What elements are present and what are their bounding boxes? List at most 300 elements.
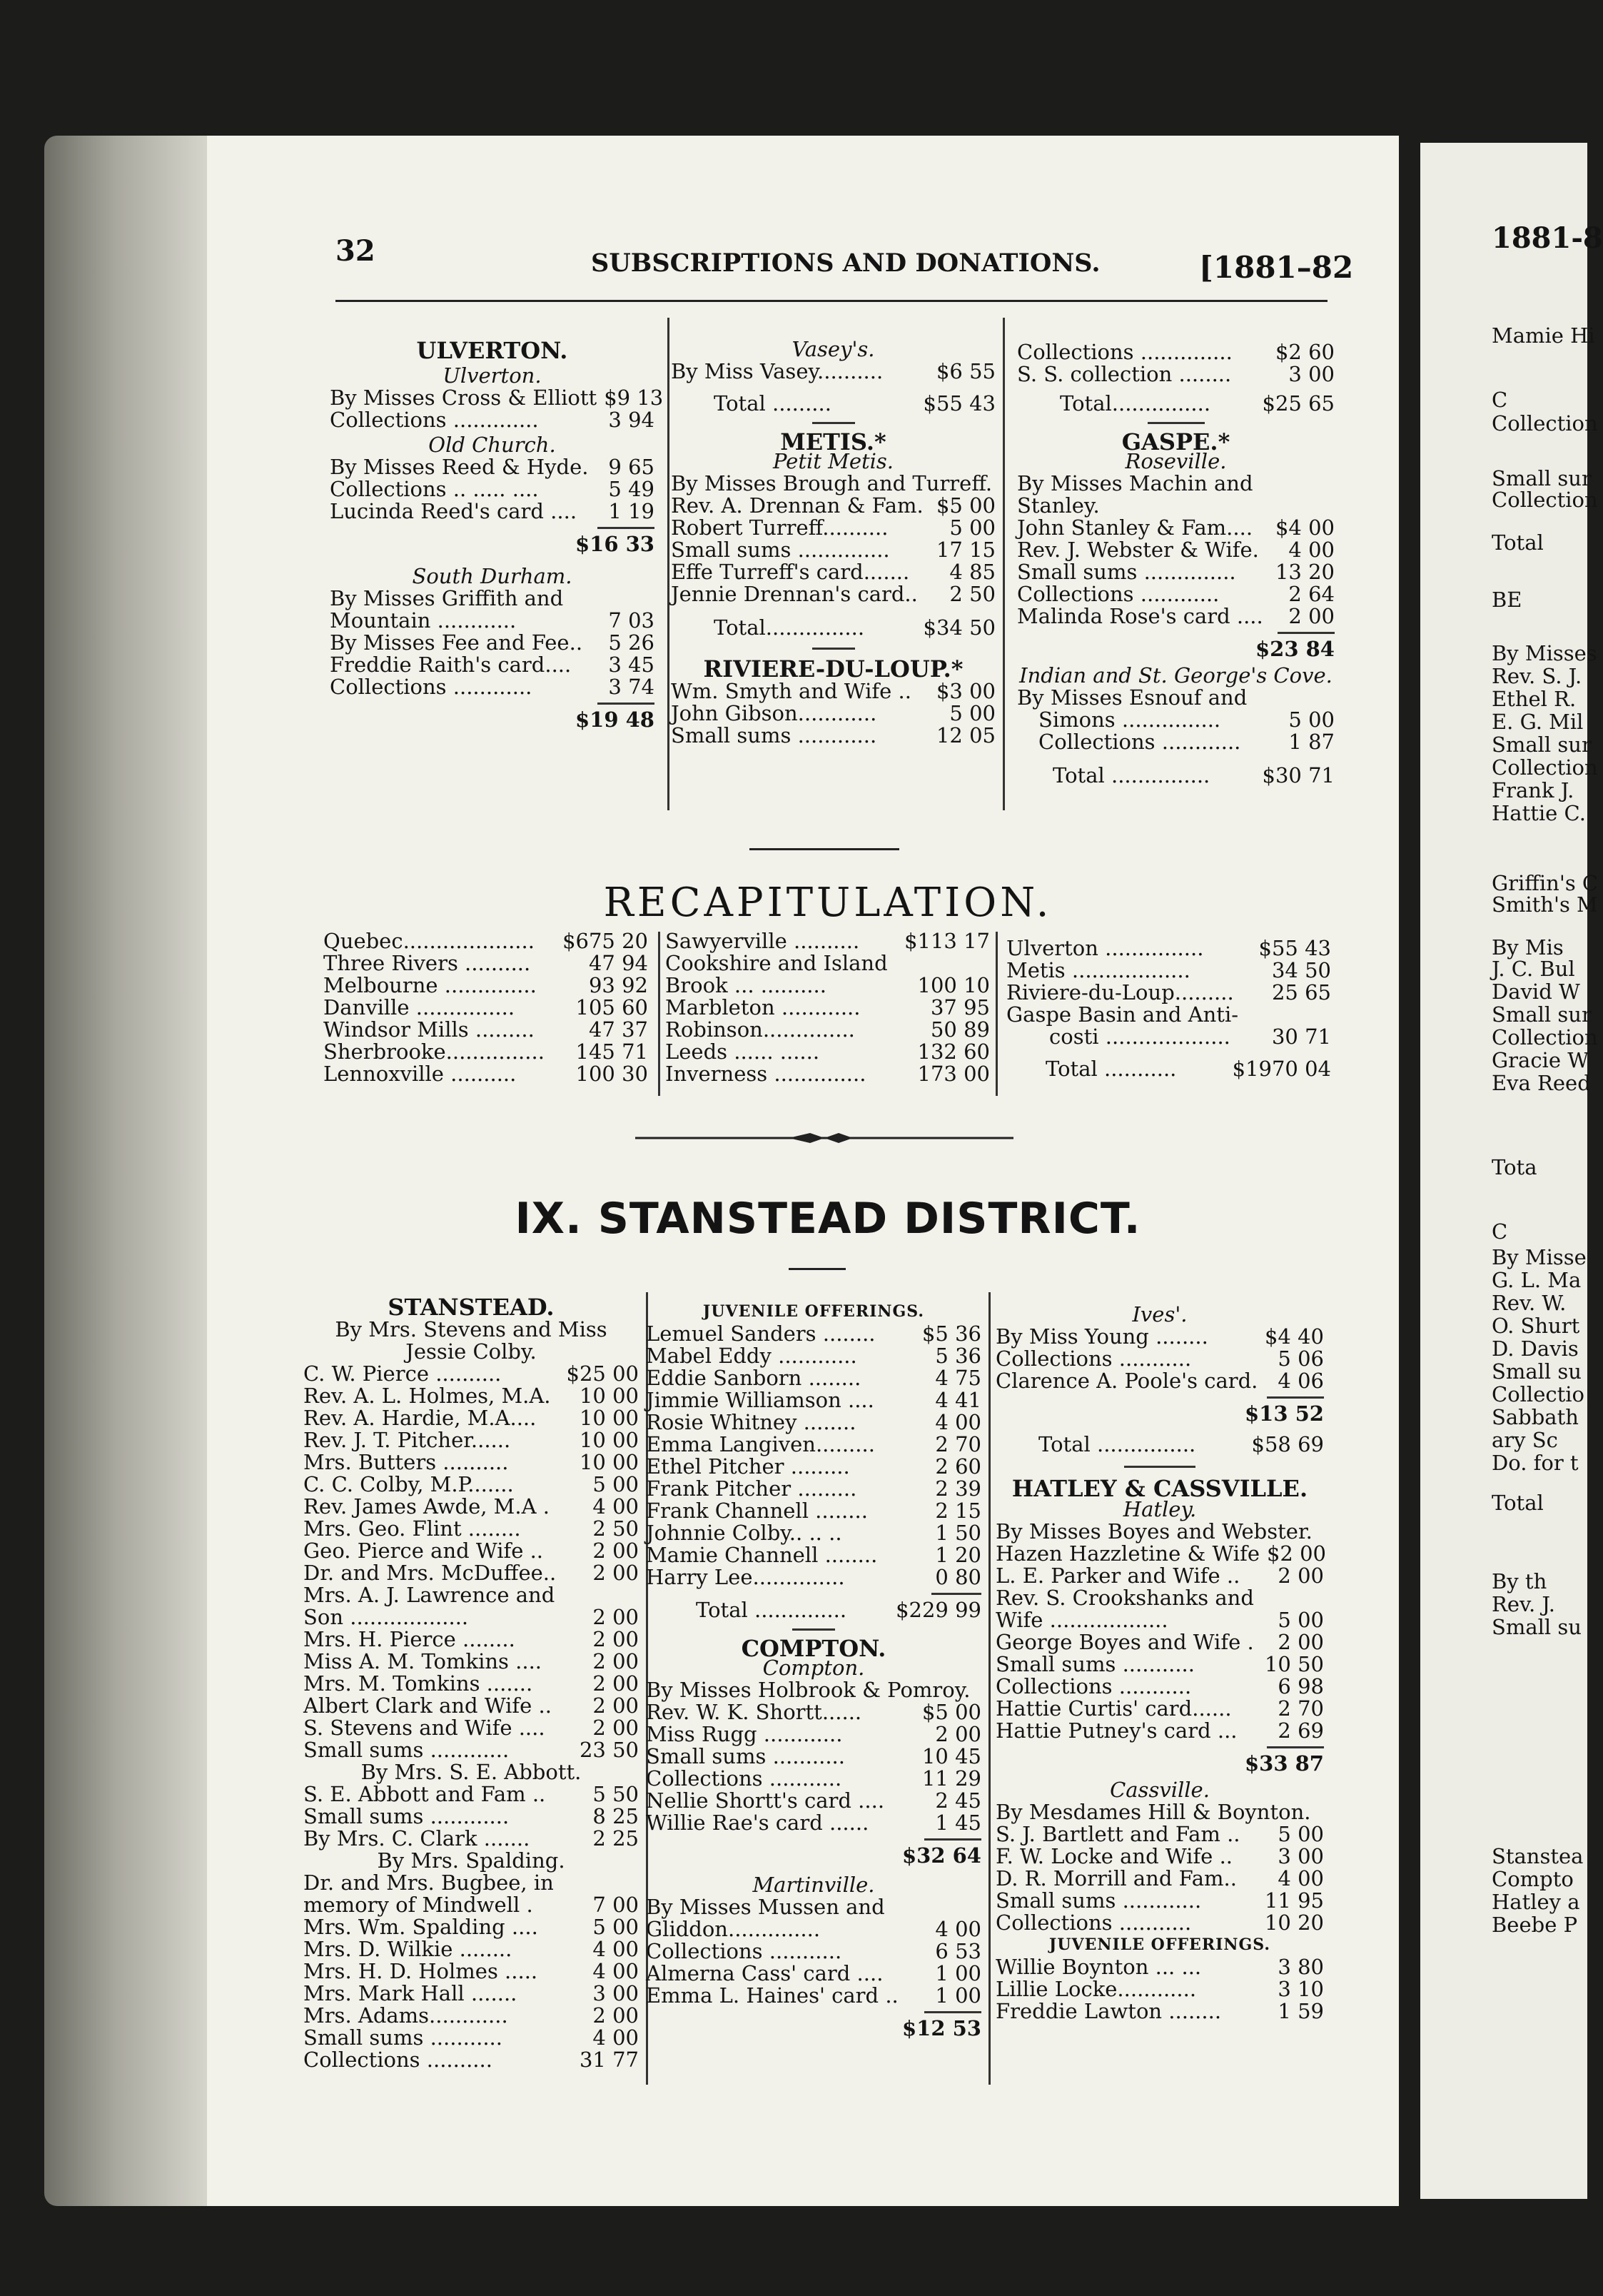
- total-label: Total...............: [1060, 391, 1211, 416]
- entry-amount: 4 00: [935, 1917, 981, 1941]
- entry-line: Rev. S. Crookshanks and: [996, 1586, 1254, 1610]
- entry-amount: 2 00: [592, 1539, 639, 1563]
- entry-name: Emma L. Haines' card ..: [646, 1983, 899, 2008]
- entry-name: C. W. Pierce ..........: [303, 1361, 502, 1386]
- entry-row: [996, 1541, 1327, 1566]
- entry-amount: 47 94: [588, 951, 648, 975]
- entry-name: Mabel Eddy ............: [646, 1344, 857, 1368]
- entry-line: By Misses Esnouf and: [1017, 685, 1248, 710]
- entry-amount: 10 50: [1264, 1652, 1324, 1676]
- entry-row: [330, 456, 654, 478]
- entry-line: By Mrs. Spalding.: [377, 1848, 565, 1873]
- entry-row: [1017, 731, 1335, 753]
- entry-row: [303, 1983, 639, 2005]
- page-year: [1881–82: [1199, 250, 1354, 285]
- facing-page-line: Frank J.: [1492, 778, 1574, 802]
- entry-amount: 2 00: [592, 1605, 639, 1629]
- entry-amount: 173 00: [917, 1062, 990, 1086]
- entry-row: [646, 1790, 981, 1812]
- entry-amount: 4 06: [1278, 1369, 1324, 1393]
- entry-row: [303, 2005, 639, 2027]
- entry-row: [996, 1912, 1324, 1934]
- subheading: Cassville.: [1110, 1778, 1210, 1802]
- facing-page-line: C: [1492, 388, 1508, 412]
- facing-page-line: Hatley a: [1492, 1890, 1580, 1914]
- entry-amount: 2 25: [592, 1826, 639, 1851]
- entry-row: [1017, 605, 1335, 628]
- gaspe-heading: GASPE.*: [1121, 428, 1230, 455]
- entry-row: [996, 1676, 1324, 1698]
- facing-page-line: Compto: [1492, 1867, 1574, 1891]
- facing-page-line: By th: [1492, 1569, 1547, 1593]
- entry-row: [303, 1474, 639, 1496]
- entry-name: Collections ...........: [646, 1766, 842, 1791]
- entry-name: Rev. J. T. Pitcher......: [303, 1428, 511, 1452]
- entry-amount: 2 00: [592, 1671, 639, 1696]
- column-divider: [1003, 318, 1005, 810]
- entry-name: Mountain ............: [330, 608, 517, 633]
- entry-name: Mrs. Mark Hall .......: [303, 1981, 517, 2005]
- facing-page-line: By Misse: [1492, 1245, 1587, 1269]
- entry-name: Malinda Rose's card ....: [1017, 604, 1263, 628]
- entry-amount: $4 40: [1264, 1324, 1324, 1349]
- entry-name: Rev. A. Hardie, M.A....: [303, 1406, 537, 1430]
- facing-page-line: Small su: [1492, 1615, 1582, 1639]
- entry-row: [646, 1500, 981, 1522]
- ornamental-divider: [635, 1129, 1013, 1147]
- entry-name: Robinson..............: [665, 1017, 855, 1042]
- facing-page-line: G. L. Ma: [1492, 1268, 1582, 1292]
- subheading: Vasey's.: [792, 337, 875, 361]
- facing-page-line: Sabbath: [1492, 1405, 1579, 1429]
- entry-row: [665, 1063, 990, 1085]
- subheading: Hatley.: [1123, 1497, 1197, 1521]
- entry-amount: 30 71: [1271, 1024, 1331, 1049]
- entry-name: Rev. A. Drennan & Fam.: [671, 493, 924, 518]
- entry-name: Small sums ...........: [646, 1744, 845, 1768]
- facing-page-line: Stanstea: [1492, 1844, 1584, 1868]
- facing-page-line: BE: [1492, 588, 1522, 612]
- entry-name: Miss Rugg ............: [646, 1722, 843, 1746]
- entry-name: Gliddon..............: [646, 1917, 821, 1941]
- entry-amount: 11 29: [921, 1766, 981, 1791]
- stanstead-section: [303, 1292, 639, 2071]
- entry-name: Small sums ...........: [303, 2025, 502, 2050]
- total-value: $25 65: [1262, 391, 1335, 416]
- facing-page-line: Total: [1492, 530, 1544, 555]
- entry-amount: 5 49: [608, 477, 654, 501]
- entry-row: [996, 1720, 1324, 1742]
- facing-page-line: By Mis: [1492, 935, 1564, 960]
- entry-amount: 11 95: [1264, 1888, 1324, 1913]
- entry-name: Collections ............: [1038, 730, 1241, 754]
- entry-name: Collections ............: [1017, 582, 1220, 606]
- entry-row: [303, 1496, 639, 1518]
- entry-name: S. J. Bartlett and Fam ..: [996, 1822, 1240, 1846]
- facing-page-line: Collection: [1492, 755, 1598, 780]
- entry-name: Effe Turreff's card.......: [671, 560, 910, 584]
- entry-row: [323, 1041, 648, 1063]
- total-label: Total ...............: [1053, 763, 1210, 787]
- recap-column-2: [665, 930, 990, 1085]
- subtotal: $33 87: [1245, 1751, 1324, 1776]
- recap-column-3: [1006, 937, 1331, 1080]
- entry-name: Three Rivers ..........: [323, 951, 531, 975]
- facing-page-line: Total: [1492, 1491, 1544, 1515]
- entry-row: [996, 1370, 1324, 1392]
- entry-name: Frank Channell ........: [646, 1499, 868, 1523]
- entry-amount: 2 64: [1288, 582, 1335, 606]
- entry-row: [671, 561, 996, 583]
- entry-amount: $2 60: [1275, 340, 1335, 364]
- subheading: Indian and St. George's Cove.: [1019, 663, 1333, 688]
- entry-amount: 93 92: [588, 973, 648, 997]
- entry-name: By Misses Reed & Hyde.: [330, 455, 589, 479]
- entry-row: [996, 1326, 1324, 1348]
- entry-row: [671, 680, 996, 703]
- entry-name: John Stanley & Fam....: [1017, 515, 1253, 540]
- entry-amount: 3 94: [608, 408, 654, 432]
- entry-amount: 100 30: [575, 1062, 648, 1086]
- metis-section: [671, 336, 996, 747]
- entry-name: Small sums ............: [303, 1738, 510, 1762]
- entry-line: Mrs. A. J. Lawrence and: [303, 1583, 555, 1607]
- recap-column-1: [323, 930, 648, 1085]
- facing-page-header: 1881-8: [1492, 221, 1603, 255]
- subtotal: $19 48: [575, 708, 654, 732]
- entry-row: [646, 1323, 981, 1345]
- subheading: Old Church.: [428, 433, 556, 457]
- entry-name: By Misses Fee and Fee..: [330, 630, 583, 655]
- entry-row: [996, 1978, 1324, 2000]
- total-value: $55 43: [923, 391, 996, 416]
- entry-row: [303, 1628, 639, 1651]
- entry-line: By Misses Griffith and: [330, 586, 564, 610]
- entry-row: [303, 1828, 639, 1850]
- entry-name: Willie Boynton ... ...: [996, 1955, 1202, 1979]
- entry-amount: $9 13: [604, 386, 664, 410]
- entry-amount: 9 65: [608, 455, 654, 479]
- juvenile-heading: JUVENILE OFFERINGS.: [702, 1302, 925, 1321]
- entry-row: [665, 1019, 990, 1041]
- column-divider: [658, 932, 660, 1096]
- total-value: $34 50: [923, 615, 996, 640]
- entry-row: [1017, 539, 1335, 561]
- entry-row: [646, 1389, 981, 1411]
- entry-row: [646, 1478, 981, 1500]
- entry-name: Hazen Hazzletine & Wife: [996, 1541, 1260, 1566]
- entry-row: [996, 1890, 1324, 1912]
- entry-line: Gaspe Basin and Anti-: [1006, 1002, 1239, 1027]
- facing-page-line: Small sur: [1492, 732, 1592, 757]
- entry-row: [330, 632, 654, 654]
- entry-row: [665, 1041, 990, 1063]
- facing-page-line: Mamie Hi: [1492, 323, 1595, 348]
- total-value: $58 69: [1251, 1432, 1324, 1456]
- entry-name: Collections ............: [330, 675, 532, 699]
- entry-line: By Misses Holbrook & Pomroy.: [646, 1678, 971, 1702]
- entry-amount: 6 98: [1278, 1674, 1324, 1698]
- entry-amount: 17 15: [936, 538, 996, 562]
- entry-amount: 10 00: [579, 1384, 639, 1408]
- entry-line: By Misses Mussen and: [646, 1895, 885, 1919]
- entry-amount: 4 00: [592, 2025, 639, 2050]
- entry-row: [330, 610, 654, 632]
- entry-row: [303, 1429, 639, 1451]
- entry-amount: 105 60: [575, 995, 648, 1019]
- entry-row: [1006, 960, 1331, 982]
- entry-amount: 4 41: [935, 1388, 981, 1412]
- entry-amount: 34 50: [1271, 958, 1331, 982]
- facing-page-line: D. Davis: [1492, 1336, 1579, 1361]
- entry-amount: 5 00: [1288, 708, 1335, 732]
- entry-row: [996, 1956, 1324, 1978]
- entry-name: memory of Mindwell .: [303, 1893, 533, 1917]
- entry-name: By Mrs. C. Clark .......: [303, 1826, 530, 1851]
- facing-page-line: Griffin's C: [1492, 871, 1599, 895]
- entry-amount: 5 06: [1278, 1346, 1324, 1371]
- entry-name: Son ..................: [303, 1605, 469, 1629]
- entry-name: Rev. James Awde, M.A .: [303, 1494, 550, 1519]
- entry-line: By Mrs. Stevens and Miss Jessie Colby.: [335, 1317, 607, 1364]
- entry-amount: 2 60: [935, 1454, 981, 1479]
- entry-amount: 5 36: [935, 1344, 981, 1368]
- entry-amount: 10 00: [579, 1428, 639, 1452]
- entry-row: [996, 2000, 1324, 2023]
- entry-amount: $4 00: [1275, 515, 1335, 540]
- entry-row: [303, 1407, 639, 1429]
- entry-name: costi ...................: [1049, 1024, 1230, 1049]
- entry-name: Ulverton ...............: [1006, 936, 1204, 960]
- entry-amount: 2 00: [592, 2003, 639, 2028]
- facing-page-line: Rev. W.: [1492, 1291, 1567, 1315]
- entry-amount: $5 00: [936, 493, 996, 518]
- entry-name: Almerna Cass' card ....: [646, 1961, 884, 1985]
- entry-row: [646, 1746, 981, 1768]
- facing-page-line: Eva Reed: [1492, 1071, 1591, 1095]
- total-label: Total...............: [714, 615, 865, 640]
- entry-amount: 2 00: [935, 1722, 981, 1746]
- entry-row: [646, 1411, 981, 1434]
- entry-amount: 4 00: [1288, 538, 1335, 562]
- entry-line: Cookshire and Island: [665, 951, 888, 975]
- entry-row: [646, 1544, 981, 1566]
- entry-row: [671, 539, 996, 561]
- juvenile-heading: JUVENILE OFFERINGS.: [1048, 1935, 1271, 1954]
- riviere-heading: RIVIERE-DU-LOUP.*: [703, 655, 964, 683]
- entry-amount: 2 70: [935, 1432, 981, 1456]
- entry-name: S. S. collection ........: [1017, 362, 1232, 386]
- entry-name: By Misses Cross & Elliott: [330, 386, 597, 410]
- entry-row: [303, 1673, 639, 1695]
- entry-amount: 1 00: [935, 1983, 981, 2008]
- entry-name: Frank Pitcher .........: [646, 1476, 857, 1501]
- entry-amount: 10 00: [579, 1450, 639, 1474]
- hatley-section: [996, 1301, 1327, 2023]
- entry-name: Quebec....................: [323, 929, 535, 953]
- facing-page-line: Collectio: [1492, 1382, 1584, 1406]
- subheading: Roseville.: [1125, 449, 1227, 473]
- entry-row: [665, 997, 990, 1019]
- entry-row: [646, 1456, 981, 1478]
- entry-row: [646, 1701, 981, 1723]
- entry-name: Hattie Putney's card ...: [996, 1718, 1238, 1743]
- entry-name: Freddie Lawton ........: [996, 1999, 1222, 2023]
- entry-name: Riviere-du-Loup.........: [1006, 980, 1234, 1004]
- facing-page-line: C: [1492, 1219, 1508, 1244]
- entry-row: [996, 1348, 1324, 1370]
- subheading: South Durham.: [412, 564, 572, 588]
- entry-amount: 1 19: [608, 499, 654, 523]
- entry-name: Jimmie Williamson ....: [646, 1388, 874, 1412]
- entry-name: Marbleton ............: [665, 995, 861, 1019]
- entry-row: [646, 1812, 981, 1834]
- entry-row: [646, 1918, 981, 1940]
- entry-name: Sawyerville ..........: [665, 929, 860, 953]
- compton-section: [646, 1301, 981, 2040]
- facing-page-line: J. C. Bul: [1492, 957, 1575, 981]
- entry-amount: $6 55: [936, 359, 996, 383]
- entry-row: [330, 386, 664, 410]
- entry-name: Jennie Drennan's card..: [671, 582, 918, 606]
- entry-row: [671, 495, 996, 517]
- entry-row: [646, 1522, 981, 1544]
- entry-name: Collections ..........: [303, 2048, 492, 2072]
- facing-page-line: Collection: [1492, 411, 1598, 435]
- facing-page-line: David W: [1492, 980, 1580, 1004]
- entry-name: Freddie Raith's card....: [330, 653, 572, 677]
- entry-amount: 4 85: [949, 560, 996, 584]
- entry-row: [671, 703, 996, 725]
- entry-name: Willie Rae's card ......: [646, 1811, 869, 1835]
- entry-name: Leeds ...... ......: [665, 1039, 820, 1064]
- entry-row: [303, 1739, 639, 1761]
- entry-amount: 4 00: [592, 1937, 639, 1961]
- entry-amount: 2 00: [592, 1627, 639, 1651]
- subheading: Petit Metis.: [772, 449, 894, 473]
- entry-name: Sherbrooke...............: [323, 1039, 545, 1064]
- entry-row: [303, 1960, 639, 1983]
- entry-name: Mrs. Geo. Flint ........: [303, 1516, 521, 1541]
- entry-name: Hattie Curtis' card......: [996, 1696, 1232, 1721]
- metis-heading: METIS.*: [780, 428, 886, 455]
- entry-row: [665, 975, 990, 997]
- entry-amount: 4 75: [935, 1366, 981, 1390]
- subheading: Ives'.: [1132, 1302, 1188, 1326]
- entry-name: Emma Langiven.........: [646, 1432, 875, 1456]
- entry-name: John Gibson............: [671, 701, 877, 725]
- entry-name: Collections ...........: [996, 1674, 1192, 1698]
- facing-page-line: By Misses: [1492, 641, 1597, 665]
- entry-name: Collections ...........: [996, 1346, 1192, 1371]
- entry-amount: 1 45: [935, 1811, 981, 1835]
- entry-row: [1006, 982, 1331, 1004]
- entry-amount: 2 50: [949, 582, 996, 606]
- entry-name: Nellie Shortt's card ....: [646, 1788, 885, 1813]
- entry-row: [996, 1868, 1324, 1890]
- entry-amount: 3 00: [1278, 1844, 1324, 1868]
- subheading: Ulverton.: [443, 363, 542, 388]
- entry-name: Mrs. H. D. Holmes .....: [303, 1959, 538, 1983]
- entry-amount: 5 00: [949, 701, 996, 725]
- district-title: IX. STANSTEAD DISTRICT.: [515, 1194, 1141, 1244]
- entry-row: [330, 676, 654, 698]
- entry-row: [671, 725, 996, 747]
- facing-page-line: Hattie C.: [1492, 801, 1586, 825]
- total-value: $30 71: [1262, 763, 1335, 787]
- entry-row: [646, 1367, 981, 1389]
- entry-amount: 5 50: [592, 1782, 639, 1806]
- entry-row: [996, 1565, 1324, 1587]
- facing-page-line: Collection: [1492, 1025, 1598, 1049]
- entry-name: By Miss Young ........: [996, 1324, 1208, 1349]
- entry-name: Windsor Mills .........: [323, 1017, 535, 1042]
- entry-amount: 3 00: [592, 1981, 639, 2005]
- entry-amount: 3 45: [608, 653, 654, 677]
- entry-amount: 2 00: [1288, 604, 1335, 628]
- entry-amount: 10 00: [579, 1406, 639, 1430]
- facing-page-line: Collection: [1492, 488, 1598, 512]
- entry-row: [303, 1451, 639, 1474]
- entry-row: [323, 930, 648, 952]
- entry-name: Johnnie Colby.. .. ..: [646, 1521, 842, 1545]
- entry-name: Mrs. D. Wilkie ........: [303, 1937, 512, 1961]
- entry-amount: 2 00: [592, 1649, 639, 1673]
- entry-row: [303, 2027, 639, 2049]
- subheading: Martinville.: [752, 1873, 875, 1897]
- entry-amount: 3 74: [608, 675, 654, 699]
- entry-row: [646, 1940, 981, 1963]
- gaspe-section: [1017, 341, 1335, 787]
- entry-row: [1017, 583, 1335, 605]
- entry-amount: 2 15: [935, 1499, 981, 1523]
- entry-row: [323, 1063, 648, 1085]
- entry-name: Albert Clark and Wife ..: [303, 1693, 552, 1718]
- entry-name: Small sums ............: [303, 1804, 510, 1828]
- entry-name: Collections .............: [330, 408, 539, 432]
- entry-amount: 2 00: [592, 1693, 639, 1718]
- facing-page-line: Beebe P: [1492, 1913, 1578, 1937]
- entry-name: Collections ...........: [996, 1910, 1192, 1935]
- entry-amount: 25 65: [1271, 980, 1331, 1004]
- entry-row: [996, 1698, 1324, 1720]
- entry-name: Rev. J. Webster & Wife.: [1017, 538, 1259, 562]
- entry-row: [646, 1434, 981, 1456]
- entry-row: [1017, 561, 1335, 583]
- entry-row: [1006, 937, 1331, 960]
- entry-row: [323, 997, 648, 1019]
- entry-amount: $5 36: [921, 1321, 981, 1346]
- entry-amount: 4 00: [592, 1959, 639, 1983]
- entry-row: [646, 1768, 981, 1790]
- entry-amount: 2 39: [935, 1476, 981, 1501]
- column-divider: [667, 318, 669, 810]
- entry-amount: 31 77: [579, 2048, 639, 2072]
- subtotal: $13 52: [1245, 1401, 1324, 1426]
- entry-amount: 47 37: [588, 1017, 648, 1042]
- entry-line: By Mesdames Hill & Boynton.: [996, 1800, 1311, 1824]
- total-value: $229 99: [896, 1598, 981, 1622]
- entry-name: Clarence A. Poole's card.: [996, 1369, 1258, 1393]
- entry-amount: 2 69: [1278, 1718, 1324, 1743]
- running-title: SUBSCRIPTIONS AND DONATIONS.: [591, 248, 1101, 278]
- entry-amount: 5 26: [608, 630, 654, 655]
- subtotal: $16 33: [575, 532, 654, 556]
- entry-amount: 3 00: [1288, 362, 1335, 386]
- entry-row: [303, 2049, 639, 2071]
- entry-amount: 100 10: [917, 973, 990, 997]
- subtotal: $32 64: [902, 1843, 981, 1868]
